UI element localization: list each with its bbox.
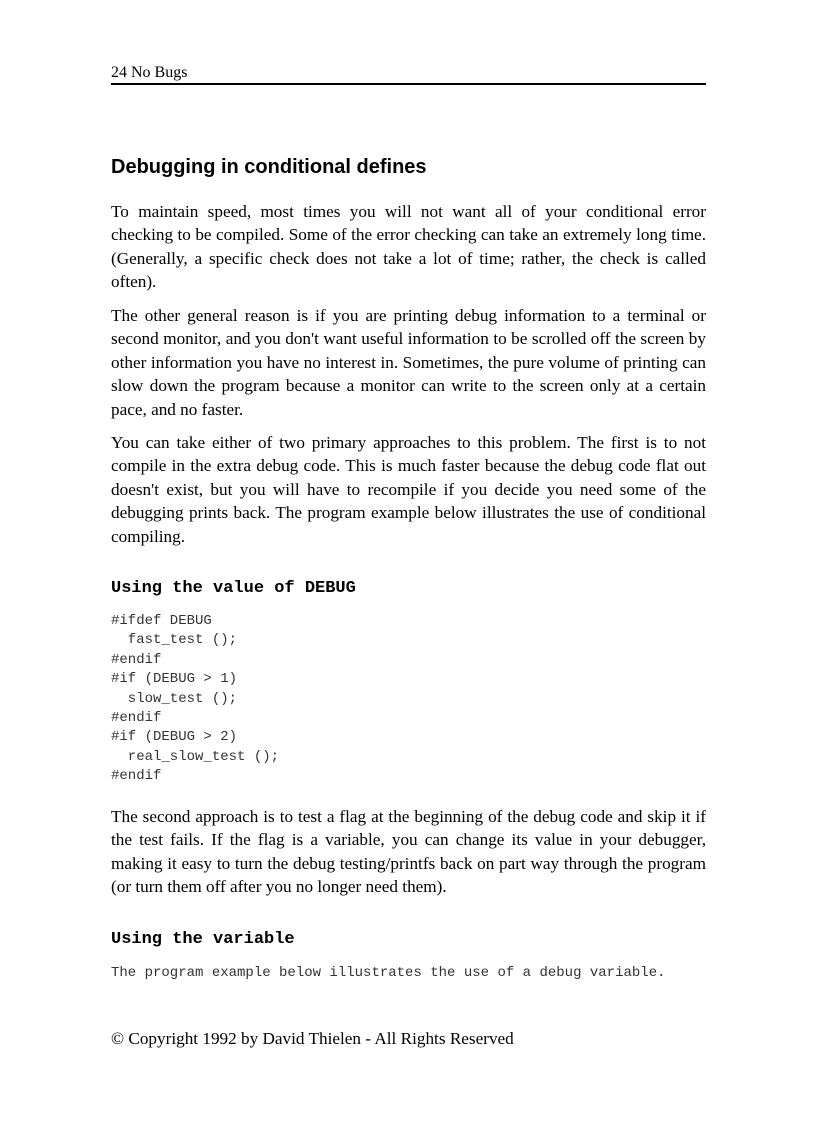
paragraph-general-reason: The other general reason is if you are printing debug information to a terminal or second monitor, and you don't want useful information to be scrolled off the screen by other information you have no interest in. Sometimes, the pure volume of printing can slow down the program because a monitor can write to the screen only at a certain pace, and no faster.	[111, 306, 706, 419]
document-page	[111, 0, 706, 1123]
section-title: Debugging in conditional defines	[111, 156, 427, 178]
running-head: 24 No Bugs	[111, 63, 706, 85]
code-line: slow_test ();	[111, 690, 238, 707]
code-line: #if (DEBUG > 2)	[111, 729, 238, 746]
code-line: #endif	[111, 710, 162, 727]
example-note: The program example below illustrates the use of a debug variable.	[111, 965, 666, 981]
paragraph-second-approach: The second approach is to test a flag at the beginning of the debug code and skip it if the test fails. If the flag is a variable, you can change its value in your debugger, making it easy to turn the debug testing/printfs back on part way through the program (or turn them off after you no longer need them).	[111, 807, 706, 897]
copyright-footer: © Copyright 1992 by David Thielen - All Rights Reserved	[111, 1029, 514, 1048]
code-line: real_slow_test ();	[111, 748, 280, 765]
code-line: #endif	[111, 651, 162, 668]
example-heading-debug-value: Using the value of DEBUG	[111, 579, 356, 598]
code-line: #ifdef DEBUG	[111, 613, 212, 629]
code-block-conditional-compile	[111, 612, 279, 787]
paragraph-maintain-speed: To maintain speed, most times you will not want all of your conditional error checking to be compiled. Some of the error checking can take an extremely long time. (Generally, a specific check does not take a lot of time; rather, the check is called often).	[111, 202, 706, 292]
paragraph-two-approaches: You can take either of two primary approaches to this problem. The first is to not compile in the extra debug code. This is much faster because the debug code flat out doesn't exist, but you will have to recompile if you decide you need some of the debugging prints back. The program example below illustrates the use of conditional compiling.	[111, 433, 706, 546]
example-heading-variable: Using the variable	[111, 930, 295, 949]
code-line: fast_test ();	[111, 632, 238, 649]
code-line: #if (DEBUG > 1)	[111, 671, 238, 688]
code-line: #endif	[111, 768, 162, 785]
